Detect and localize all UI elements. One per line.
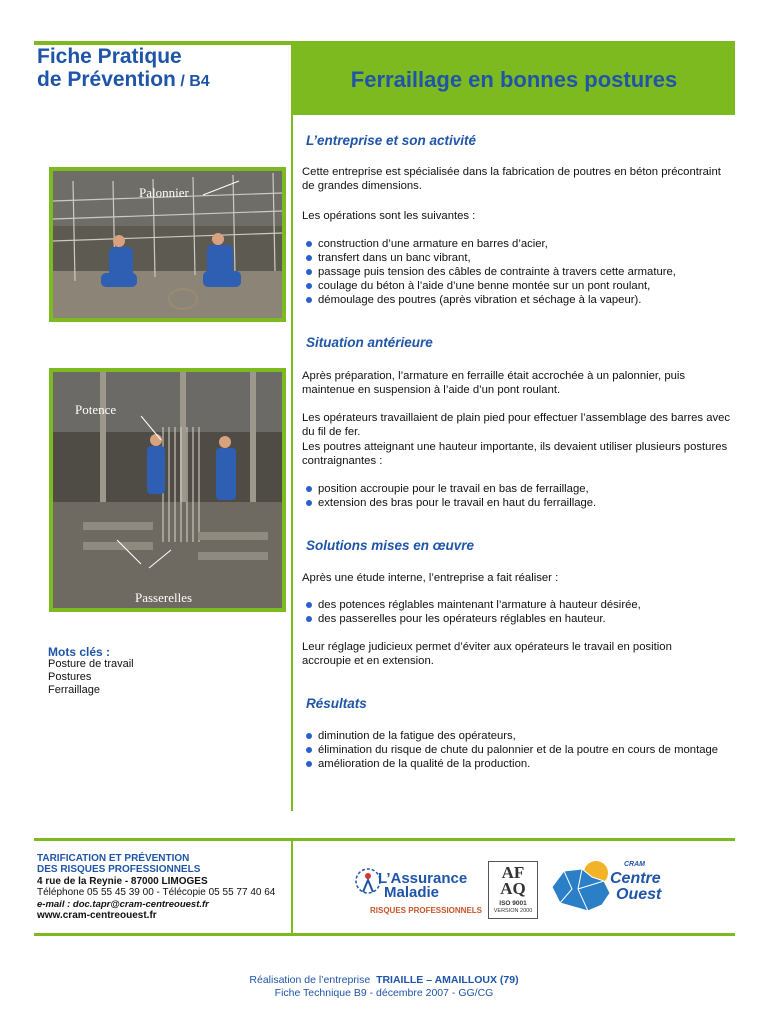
footer-bottom-rule — [34, 933, 735, 936]
credits-line2: Fiche Technique B9 - décembre 2007 - GG/CG — [274, 987, 494, 999]
list-item: démoulage des poutres (après vibration et séchage à la vapeur). — [302, 293, 732, 307]
label-palonnier: Palonnier — [139, 185, 189, 200]
solutions-paragraph: Leur réglage judicieux permet d’éviter aux opérateurs le travail en position accroupie et en extension. — [302, 641, 672, 667]
footer-email: e-mail : doc.tapr@cram-centreouest.fr — [37, 899, 209, 910]
footer-phone: Téléphone 05 55 45 39 00 - Télécopie 05 55 77 40 64 — [37, 887, 276, 898]
footer-org-line2: DES RISQUES PROFESSIONNELS — [37, 864, 201, 875]
keyword-item: Posture de travail — [48, 658, 134, 670]
logo-assurance-maladie — [354, 858, 483, 920]
section-title-solutions: Solutions mises en œuvre — [306, 538, 475, 553]
column-divider — [291, 41, 293, 811]
section-title-results: Résultats — [306, 696, 367, 711]
page-title: Ferraillage en bonnes postures — [350, 67, 678, 92]
region-map-icon — [548, 859, 618, 919]
previous-postures-list — [302, 482, 732, 510]
brand-line1: Fiche Pratique — [37, 45, 182, 68]
logo-cram-centre-ouest — [548, 857, 678, 921]
list-item: des potences réglables maintenant l’armature à hauteur désirée, — [302, 598, 732, 612]
previous-paragraph-3: Les poutres atteignant une hauteur importante, ils devaient utiliser plusieurs postures contraignantes : — [302, 441, 728, 467]
solutions-list — [302, 598, 732, 626]
company-operations-intro: Les opérations sont les suivantes : — [302, 210, 476, 222]
footer-top-rule — [34, 838, 735, 841]
footer-address: 4 rue de la Reynie - 87000 LIMOGES — [37, 876, 208, 887]
keywords-title: Mots clés : — [48, 645, 111, 659]
afaq-line2: AQ — [500, 879, 526, 898]
list-item: construction d’une armature en barres d’acier, — [302, 237, 732, 251]
brand-title — [37, 45, 287, 93]
photo-potence — [49, 368, 286, 612]
list-item: position accroupie pour le travail en bas de ferraillage, — [302, 482, 732, 496]
keyword-item: Ferraillage — [48, 684, 100, 696]
cram-centre: Centre — [610, 870, 661, 887]
keyword-item: Postures — [48, 671, 92, 683]
company-paragraph: Cette entreprise est spécialisée dans la fabrication de poutres en béton précontraint de grandes dimensions. — [302, 166, 721, 192]
cram-ouest: Ouest — [616, 886, 662, 903]
assurance-maladie-line1: L’Assurance — [378, 870, 468, 887]
assurance-maladie-line2: Maladie — [384, 884, 440, 901]
list-item: transfert dans un banc vibrant, — [302, 251, 732, 265]
solutions-intro: Après une étude interne, l’entreprise a fait réaliser : — [302, 572, 559, 584]
afaq-line1: AF — [501, 863, 525, 882]
company-operations-list — [302, 237, 732, 307]
cram-label: CRAM — [624, 861, 645, 868]
assurance-maladie-line3: RISQUES PROFESSIONNELS — [370, 906, 483, 915]
section-title-company: L’entreprise et son activité — [306, 133, 477, 148]
results-list — [302, 729, 722, 771]
list-item: des passerelles pour les opérateurs réglables en hauteur. — [302, 612, 732, 626]
list-item: élimination du risque de chute du palonnier et de la poutre en cours de montage — [302, 743, 722, 757]
list-item: coulage du béton à l’aide d’une benne montée sur un pont roulant, — [302, 279, 732, 293]
section-title-previous: Situation antérieure — [306, 335, 433, 350]
list-item: diminution de la fatigue des opérateurs, — [302, 729, 722, 743]
brand-line2: de Prévention — [37, 68, 176, 91]
previous-paragraph-2: Les opérateurs travaillaient de plain pied pour effectuer l’assemblage des barres avec du fil de fer. — [302, 412, 731, 438]
label-passerelles: Passerelles — [135, 590, 193, 605]
footer-divider — [291, 841, 293, 933]
credits — [0, 974, 768, 1000]
footer-website[interactable]: www.cram-centreouest.fr — [37, 910, 157, 921]
logo-afaq — [488, 861, 538, 919]
footer-org-line1: TARIFICATION ET PRÉVENTION — [37, 853, 190, 864]
afaq-line3: ISO 9001 — [499, 900, 527, 907]
brand-code: / B4 — [175, 73, 210, 90]
credits-company: TRIAILLE – AMAILLOUX (79) — [376, 974, 519, 986]
label-potence: Potence — [75, 402, 117, 417]
list-item: extension des bras pour le travail en haut du ferraillage. — [302, 496, 732, 510]
list-item: passage puis tension des câbles de contrainte à travers cette armature, — [302, 265, 732, 279]
photo-palonnier — [49, 167, 286, 322]
credits-prefix: Réalisation de l’entreprise — [249, 974, 371, 986]
previous-paragraph-1: Après préparation, l’armature en ferraille était accrochée à un palonnier, puis maintenue en suspension à l’aide d’un pont roulant. — [302, 370, 686, 396]
list-item: amélioration de la qualité de la production. — [302, 757, 722, 771]
afaq-line4: VERSION 2000 — [493, 908, 533, 914]
